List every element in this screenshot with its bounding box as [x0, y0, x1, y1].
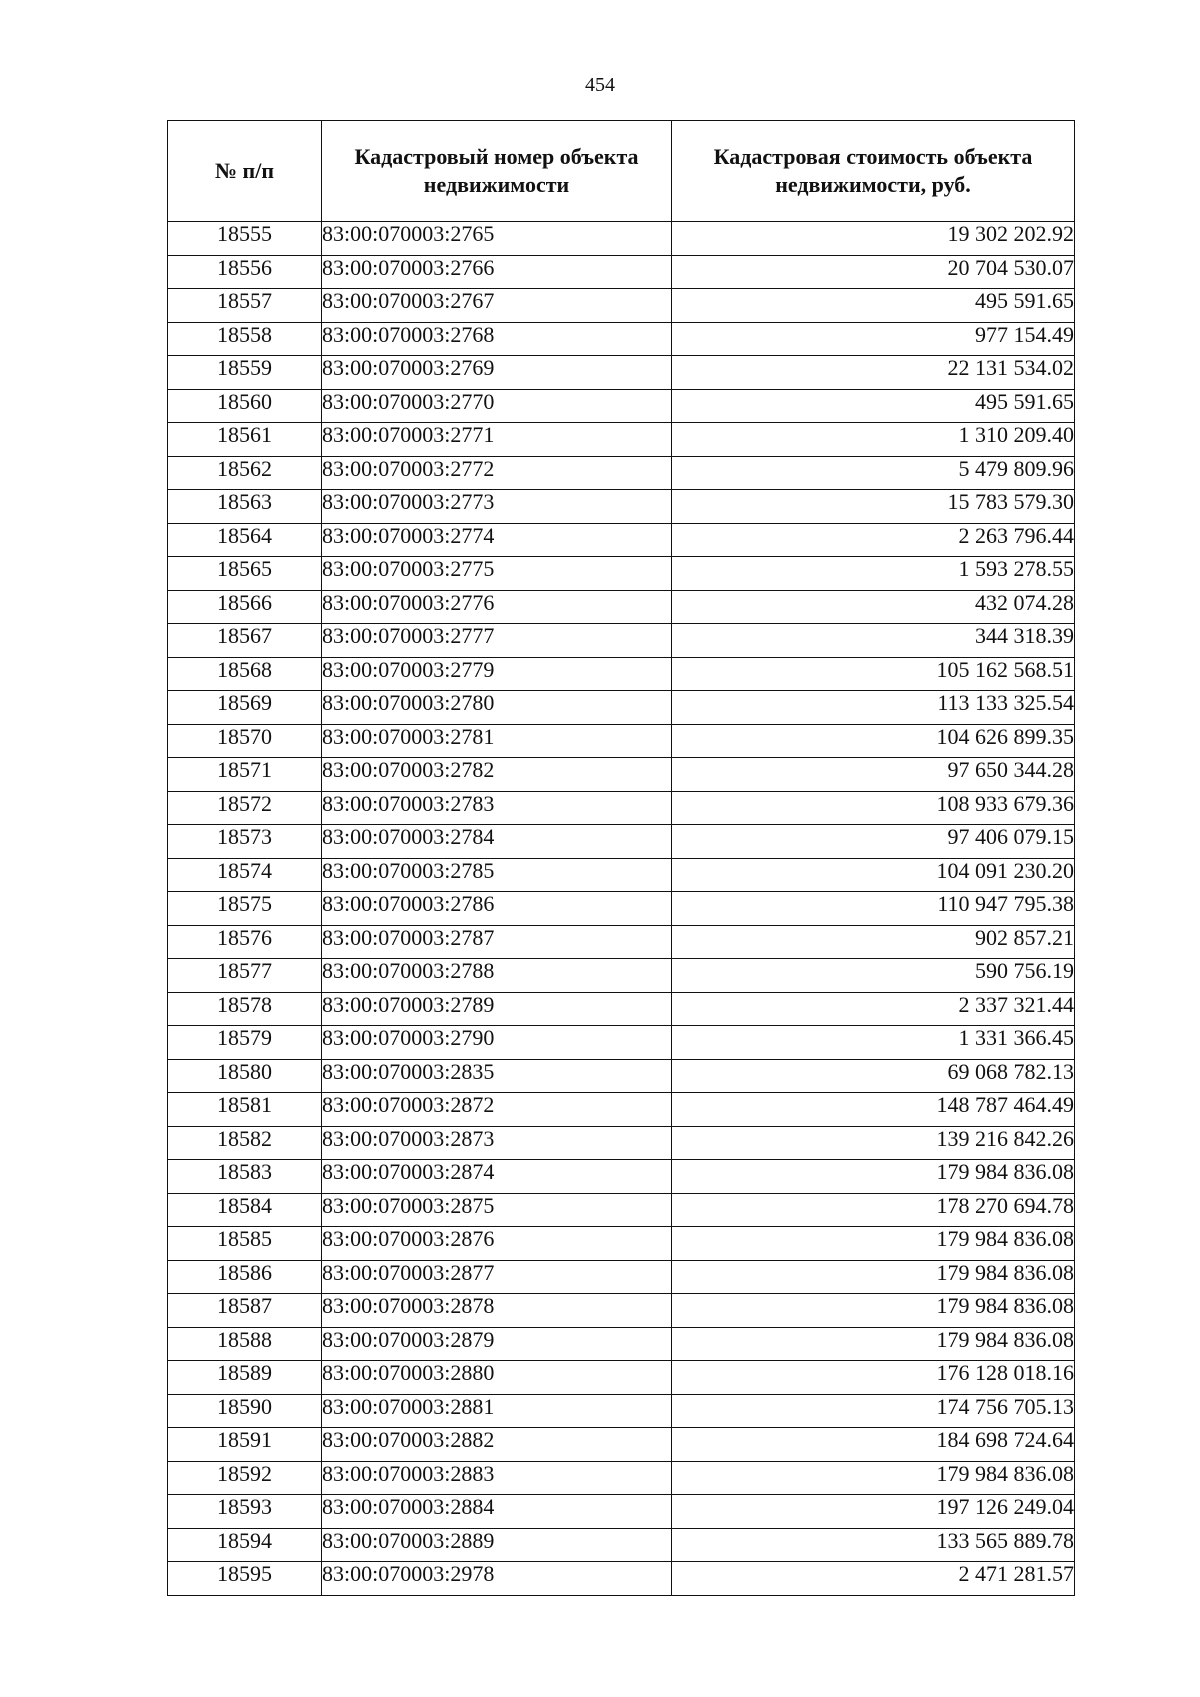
table-header	[168, 121, 1075, 222]
row-number: 18588	[168, 1327, 322, 1361]
cadastral-number: 83:00:070003:2789	[322, 992, 672, 1026]
cadastral-number: 83:00:070003:2883	[322, 1461, 672, 1495]
row-number: 18569	[168, 691, 322, 725]
cadastral-number: 83:00:070003:2783	[322, 791, 672, 825]
cadastral-value: 19 302 202.92	[672, 222, 1075, 256]
table-row	[168, 255, 1075, 289]
cadastral-number: 83:00:070003:2766	[322, 255, 672, 289]
row-number: 18583	[168, 1160, 322, 1194]
table-row	[168, 1428, 1075, 1462]
row-number: 18565	[168, 557, 322, 591]
table-row	[168, 1126, 1075, 1160]
row-number: 18557	[168, 289, 322, 323]
cadastral-value: 1 310 209.40	[672, 423, 1075, 457]
row-number: 18586	[168, 1260, 322, 1294]
table-row	[168, 892, 1075, 926]
cadastral-value: 174 756 705.13	[672, 1394, 1075, 1428]
cadastral-number: 83:00:070003:2878	[322, 1294, 672, 1328]
table-row	[168, 1160, 1075, 1194]
row-number: 18576	[168, 925, 322, 959]
table-row	[168, 1227, 1075, 1261]
cadastral-value: 344 318.39	[672, 624, 1075, 658]
cadastral-value: 104 091 230.20	[672, 858, 1075, 892]
cadastral-number: 83:00:070003:2978	[322, 1562, 672, 1596]
header-row-number: № п/п	[168, 121, 322, 222]
cadastral-value: 495 591.65	[672, 289, 1075, 323]
table-row	[168, 322, 1075, 356]
cadastral-value: 22 131 534.02	[672, 356, 1075, 390]
row-number: 18589	[168, 1361, 322, 1395]
page-number: 454	[585, 74, 615, 96]
cadastral-value: 97 406 079.15	[672, 825, 1075, 859]
table-row	[168, 992, 1075, 1026]
cadastral-number: 83:00:070003:2876	[322, 1227, 672, 1261]
cadastral-value: 178 270 694.78	[672, 1193, 1075, 1227]
table-row	[168, 825, 1075, 859]
row-number: 18593	[168, 1495, 322, 1529]
cadastral-value: 1 331 366.45	[672, 1026, 1075, 1060]
cadastral-value: 69 068 782.13	[672, 1059, 1075, 1093]
cadastral-number: 83:00:070003:2787	[322, 925, 672, 959]
cadastral-value: 432 074.28	[672, 590, 1075, 624]
cadastral-value: 179 984 836.08	[672, 1327, 1075, 1361]
table-row	[168, 1059, 1075, 1093]
cadastral-value: 104 626 899.35	[672, 724, 1075, 758]
table-row	[168, 289, 1075, 323]
row-number: 18594	[168, 1528, 322, 1562]
cadastral-number: 83:00:070003:2873	[322, 1126, 672, 1160]
table-row	[168, 657, 1075, 691]
cadastre-table	[167, 120, 1075, 1596]
row-number: 18580	[168, 1059, 322, 1093]
cadastral-number: 83:00:070003:2767	[322, 289, 672, 323]
cadastral-number: 83:00:070003:2774	[322, 523, 672, 557]
table-row	[168, 1461, 1075, 1495]
row-number: 18590	[168, 1394, 322, 1428]
cadastral-value: 2 337 321.44	[672, 992, 1075, 1026]
cadastral-number: 83:00:070003:2779	[322, 657, 672, 691]
header-row	[168, 121, 1075, 222]
cadastral-value: 197 126 249.04	[672, 1495, 1075, 1529]
cadastral-number: 83:00:070003:2769	[322, 356, 672, 390]
cadastral-value: 179 984 836.08	[672, 1260, 1075, 1294]
table-body	[168, 222, 1075, 1596]
row-number: 18570	[168, 724, 322, 758]
row-number: 18559	[168, 356, 322, 390]
row-number: 18585	[168, 1227, 322, 1261]
row-number: 18561	[168, 423, 322, 457]
cadastral-value: 2 471 281.57	[672, 1562, 1075, 1596]
row-number: 18584	[168, 1193, 322, 1227]
cadastral-number: 83:00:070003:2782	[322, 758, 672, 792]
cadastral-number: 83:00:070003:2875	[322, 1193, 672, 1227]
cadastral-value: 179 984 836.08	[672, 1160, 1075, 1194]
cadastral-number: 83:00:070003:2781	[322, 724, 672, 758]
cadastral-value: 1 593 278.55	[672, 557, 1075, 591]
row-number: 18577	[168, 959, 322, 993]
table-row	[168, 1294, 1075, 1328]
table-row	[168, 222, 1075, 256]
row-number: 18575	[168, 892, 322, 926]
table-row	[168, 1495, 1075, 1529]
header-cadastral-number: Кадастровый номер объекта недвижимости	[322, 121, 672, 222]
cadastral-number: 83:00:070003:2772	[322, 456, 672, 490]
table-row	[168, 389, 1075, 423]
table-row	[168, 1394, 1075, 1428]
table-row	[168, 1562, 1075, 1596]
table-row	[168, 1193, 1075, 1227]
cadastral-value: 179 984 836.08	[672, 1461, 1075, 1495]
table-row	[168, 557, 1075, 591]
row-number: 18595	[168, 1562, 322, 1596]
table-row	[168, 1260, 1075, 1294]
row-number: 18578	[168, 992, 322, 1026]
row-number: 18566	[168, 590, 322, 624]
cadastral-number: 83:00:070003:2788	[322, 959, 672, 993]
cadastral-value: 139 216 842.26	[672, 1126, 1075, 1160]
row-number: 18562	[168, 456, 322, 490]
row-number: 18582	[168, 1126, 322, 1160]
table-row	[168, 758, 1075, 792]
cadastral-value: 133 565 889.78	[672, 1528, 1075, 1562]
cadastral-number: 83:00:070003:2768	[322, 322, 672, 356]
table-row	[168, 490, 1075, 524]
row-number: 18560	[168, 389, 322, 423]
row-number: 18555	[168, 222, 322, 256]
cadastral-value: 15 783 579.30	[672, 490, 1075, 524]
row-number: 18581	[168, 1093, 322, 1127]
cadastral-number: 83:00:070003:2879	[322, 1327, 672, 1361]
row-number: 18592	[168, 1461, 322, 1495]
table-row	[168, 858, 1075, 892]
cadastral-number: 83:00:070003:2780	[322, 691, 672, 725]
row-number: 18574	[168, 858, 322, 892]
cadastral-number: 83:00:070003:2776	[322, 590, 672, 624]
row-number: 18591	[168, 1428, 322, 1462]
cadastral-number: 83:00:070003:2775	[322, 557, 672, 591]
cadastral-number: 83:00:070003:2877	[322, 1260, 672, 1294]
cadastral-value: 113 133 325.54	[672, 691, 1075, 725]
cadastral-value: 20 704 530.07	[672, 255, 1075, 289]
cadastral-number: 83:00:070003:2790	[322, 1026, 672, 1060]
table-row	[168, 456, 1075, 490]
row-number: 18556	[168, 255, 322, 289]
cadastral-number: 83:00:070003:2784	[322, 825, 672, 859]
table-row	[168, 1327, 1075, 1361]
cadastral-value: 108 933 679.36	[672, 791, 1075, 825]
table-row	[168, 959, 1075, 993]
row-number: 18564	[168, 523, 322, 557]
cadastral-value: 495 591.65	[672, 389, 1075, 423]
row-number: 18571	[168, 758, 322, 792]
row-number: 18563	[168, 490, 322, 524]
row-number: 18558	[168, 322, 322, 356]
cadastral-value: 184 698 724.64	[672, 1428, 1075, 1462]
header-cadastral-value: Кадастровая стоимость объекта недвижимости, руб.	[672, 121, 1075, 222]
cadastral-number: 83:00:070003:2786	[322, 892, 672, 926]
cadastral-value: 2 263 796.44	[672, 523, 1075, 557]
cadastral-number: 83:00:070003:2765	[322, 222, 672, 256]
cadastral-number: 83:00:070003:2884	[322, 1495, 672, 1529]
row-number: 18587	[168, 1294, 322, 1328]
cadastral-number: 83:00:070003:2872	[322, 1093, 672, 1127]
row-number: 18573	[168, 825, 322, 859]
table-row	[168, 624, 1075, 658]
table-row	[168, 791, 1075, 825]
row-number: 18572	[168, 791, 322, 825]
table-row	[168, 523, 1075, 557]
cadastral-number: 83:00:070003:2835	[322, 1059, 672, 1093]
cadastral-value: 902 857.21	[672, 925, 1075, 959]
cadastral-number: 83:00:070003:2881	[322, 1394, 672, 1428]
cadastral-value: 148 787 464.49	[672, 1093, 1075, 1127]
table-row	[168, 1026, 1075, 1060]
cadastral-value: 5 479 809.96	[672, 456, 1075, 490]
table-row	[168, 724, 1075, 758]
row-number: 18567	[168, 624, 322, 658]
cadastral-number: 83:00:070003:2770	[322, 389, 672, 423]
table-row	[168, 1093, 1075, 1127]
table-row	[168, 1361, 1075, 1395]
cadastral-value: 176 128 018.16	[672, 1361, 1075, 1395]
cadastral-value: 179 984 836.08	[672, 1227, 1075, 1261]
cadastral-number: 83:00:070003:2773	[322, 490, 672, 524]
cadastral-value: 97 650 344.28	[672, 758, 1075, 792]
cadastral-number: 83:00:070003:2785	[322, 858, 672, 892]
row-number: 18579	[168, 1026, 322, 1060]
table-row	[168, 1528, 1075, 1562]
cadastral-value: 590 756.19	[672, 959, 1075, 993]
cadastral-value: 105 162 568.51	[672, 657, 1075, 691]
cadastral-value: 179 984 836.08	[672, 1294, 1075, 1328]
cadastral-value: 977 154.49	[672, 322, 1075, 356]
cadastral-number: 83:00:070003:2880	[322, 1361, 672, 1395]
row-number: 18568	[168, 657, 322, 691]
table-row	[168, 590, 1075, 624]
cadastral-value: 110 947 795.38	[672, 892, 1075, 926]
cadastral-number: 83:00:070003:2889	[322, 1528, 672, 1562]
cadastral-number: 83:00:070003:2771	[322, 423, 672, 457]
table-row	[168, 356, 1075, 390]
cadastral-number: 83:00:070003:2882	[322, 1428, 672, 1462]
cadastral-number: 83:00:070003:2777	[322, 624, 672, 658]
table-row	[168, 691, 1075, 725]
table-row	[168, 925, 1075, 959]
cadastral-number: 83:00:070003:2874	[322, 1160, 672, 1194]
table-row	[168, 423, 1075, 457]
